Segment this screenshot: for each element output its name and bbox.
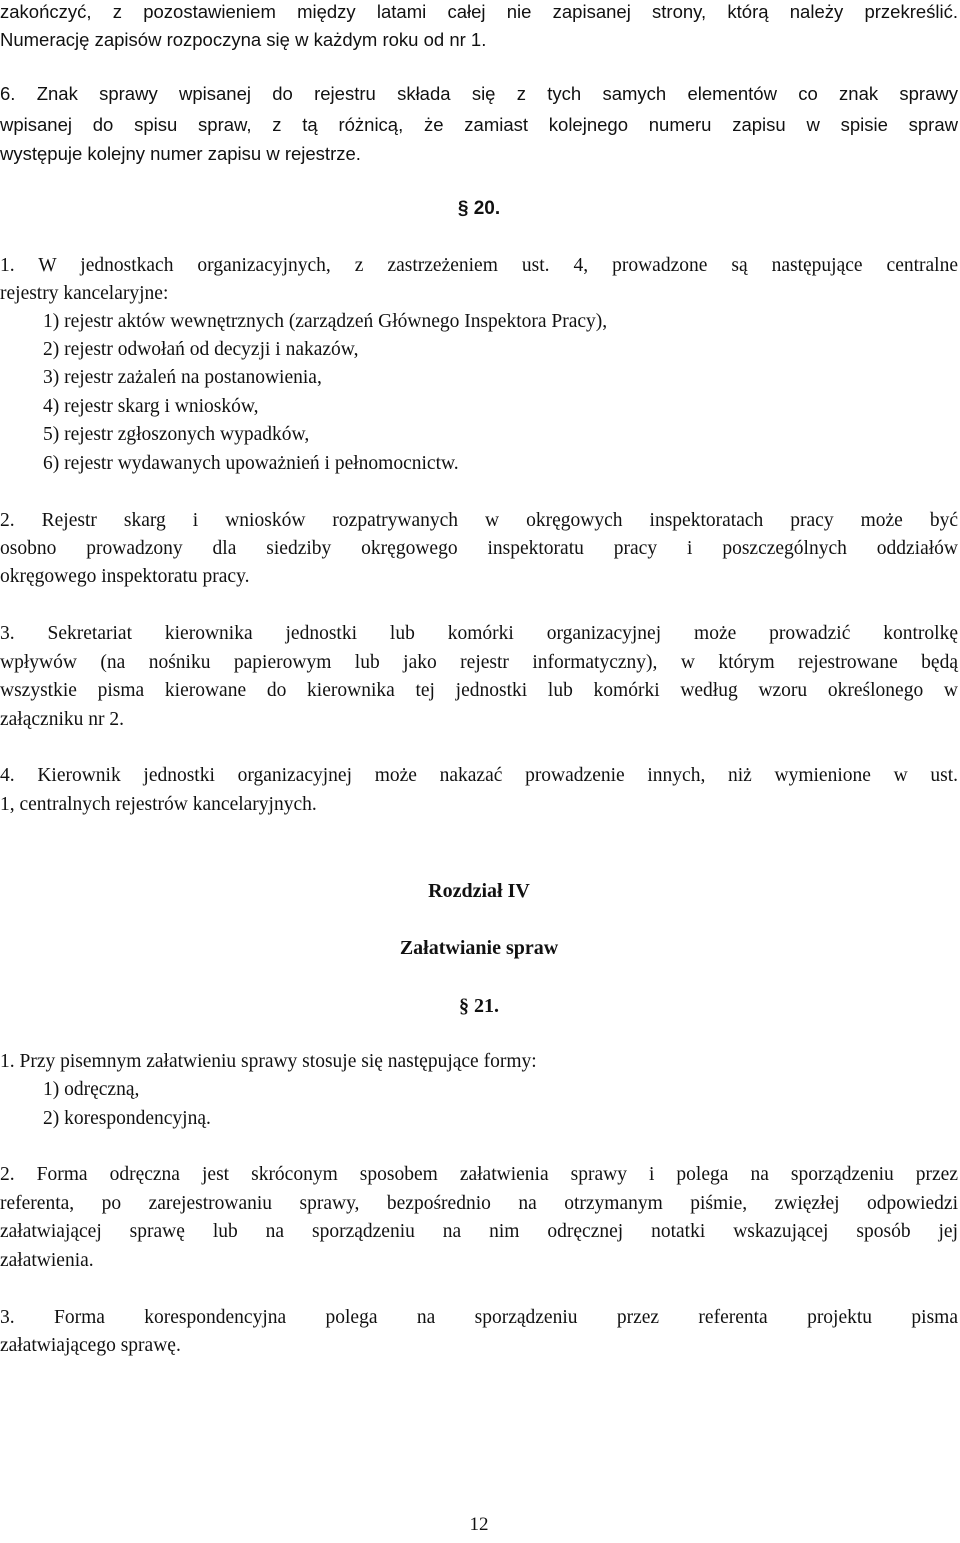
s20-p2-line2: osobno prowadzony dla siedziby okręgowego inspektoratu pracy i poszczególnych oddziałów [0,538,958,559]
s21-p3-line1: 3. Forma korespondencyjna polega na sporządzeniu przez referenta projektu pisma [0,1307,958,1328]
page-number: 12 [469,1514,489,1535]
s20-p3-line2: wpływów (na nośniku papierowym lub jako rejestr informatyczny), w którym rejestrowane będą [0,652,958,673]
text-line-top-1: zakończyć, z pozostawieniem między latami całej nie zapisanej strony, którą należy przekreślić. [0,1,958,22]
s21-list-item-1: 1) odręczną, [43,1079,140,1100]
s21-p2-line2: referenta, po zarejestrowaniu sprawy, bezpośrednio na otrzymanym piśmie, zwięzłej odpowiedzi [0,1193,958,1214]
s21-p2-line4: załatwienia. [0,1250,94,1271]
s20-list-item-6: 6) rejestr wydawanych upoważnień i pełnomocnictw. [43,453,459,474]
s21-p2-line1: 2. Forma odręczna jest skróconym sposobem załatwienia sprawy i polega na sporządzeniu przez [0,1164,958,1185]
text-line-top-3: 6. Znak sprawy wpisanej do rejestru składa się z tych samych elementów co znak sprawy [0,83,958,104]
text-line-top-4: wpisanej do spisu spraw, z tą różnicą, że zamiast kolejnego numeru zapisu w spisie spraw [0,114,958,135]
text-line-top-2: Numerację zapisów rozpoczyna się w każdym roku od nr 1. [0,29,487,50]
s20-p1-line2: rejestry kancelaryjne: [0,283,169,304]
s20-list-item-1: 1) rejestr aktów wewnętrznych (zarządzeń Głównego Inspektora Pracy), [43,311,608,332]
section-21-heading: § 21. [459,995,499,1017]
chapter-title: Załatwianie spraw [399,937,559,959]
s21-p1: 1. Przy pisemnym załatwieniu sprawy stosuje się następujące formy: [0,1051,537,1072]
s20-p4-line1: 4. Kierownik jednostki organizacyjnej może nakazać prowadzenie innych, niż wymienione w ust. [0,765,958,786]
s20-p2-line3: okręgowego inspektoratu pracy. [0,566,250,587]
s20-list-item-4: 4) rejestr skarg i wniosków, [43,396,259,417]
s20-p2-line1: 2. Rejestr skarg i wniosków rozpatrywanych w okręgowych inspektoratach pracy może być [0,510,958,531]
s21-p2-line3: załatwiającej sprawę lub na sporządzeniu na nim odręcznej notatki wskazującej sposób jej [0,1221,958,1242]
s20-list-item-3: 3) rejestr zażaleń na postanowienia, [43,367,322,388]
s20-list-item-5: 5) rejestr zgłoszonych wypadków, [43,424,310,445]
s20-p3-line3: wszystkie pisma kierowane do kierownika tej jednostki lub komórki według wzoru określonego w [0,680,958,701]
s21-p3-line2: załatwiającego sprawę. [0,1335,181,1356]
s21-list-item-2: 2) korespondencyjną. [43,1108,211,1129]
s20-p3-line4: załączniku nr 2. [0,709,124,730]
section-20-heading: § 20. [457,198,501,219]
s20-p1-line1: 1. W jednostkach organizacyjnych, z zastrzeżeniem ust. 4, prowadzone są następujące centralne [0,255,958,276]
s20-list-item-2: 2) rejestr odwołań od decyzji i nakazów, [43,339,359,360]
chapter-number: Rozdział IV [428,880,530,902]
text-line-top-5: występuje kolejny numer zapisu w rejestrze. [0,143,361,164]
s20-p3-line1: 3. Sekretariat kierownika jednostki lub komórki organizacyjnej może prowadzić kontrolkę [0,623,958,644]
s20-p4-line2: 1, centralnych rejestrów kancelaryjnych. [0,794,317,815]
